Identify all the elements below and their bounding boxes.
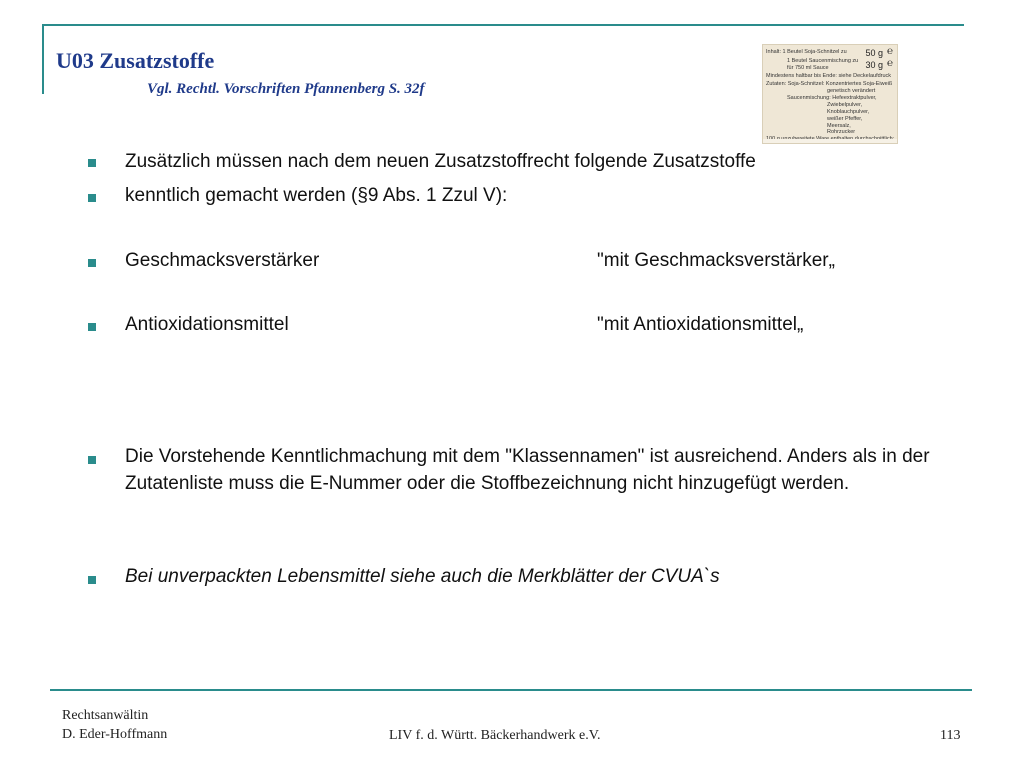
label-line: Mindestens haltbar bis Ende: siehe Deckelaufdruck <box>766 73 892 79</box>
bullet-icon <box>88 456 96 464</box>
estimated-sign-icon: ℮ <box>886 58 893 69</box>
bullet-text: Bei unverpackten Lebensmittel siehe auch die Merkblätter der CVUA`s <box>125 566 720 587</box>
bullet-text: Antioxidationsmittel <box>125 314 289 335</box>
slide-title: U03 Zusatzstoffe <box>56 48 215 73</box>
bullet-icon <box>88 576 96 584</box>
label-line: weißer Pfeffer, <box>827 116 863 122</box>
bullet-label-text: "mit Antioxidationsmittel„ <box>597 314 804 335</box>
footer-author-title: Rechtsanwältin <box>62 708 149 723</box>
bullet-icon <box>88 159 96 167</box>
footer-organization: LIV f. d. Württ. Bäckerhandwerk e.V. <box>389 728 601 743</box>
footer-rule <box>50 689 972 691</box>
bullet-text: Die Vorstehende Kenntlichmachung mit dem "Klassennamen" ist ausreichend. Anders als in der Zutatenliste muss die E-Nummer oder die Stoffbezeichnung nicht hinzugefügt werden. <box>125 446 930 494</box>
label-line: Rohrzucker <box>827 129 856 135</box>
label-line: für 750 ml Sauce <box>787 65 829 71</box>
slide-subtitle: Vgl. Rechtl. Vorschriften Pfannenberg S. 32f <box>147 81 425 97</box>
label-line: Saucenmischung: Hefeextraktpulver, <box>787 95 877 101</box>
product-label-image <box>762 44 898 144</box>
label-line: Inhalt: 1 Beutel Soja-Schnitzel zu <box>766 49 847 55</box>
bullet-icon <box>88 259 96 267</box>
label-line: Zwiebelpulver, <box>827 102 863 108</box>
label-weight: 30 g <box>865 60 883 70</box>
label-line: Meersalz, <box>827 123 851 129</box>
label-weight: 50 g <box>865 48 883 58</box>
bullet-icon <box>88 194 96 202</box>
page-number: 113 <box>940 728 961 743</box>
label-line: Knoblauchpulver, <box>827 109 870 115</box>
estimated-sign-icon: ℮ <box>886 46 893 57</box>
label-line: 1 Beutel Saucenmischung zu <box>787 58 859 64</box>
bullet-icon <box>88 323 96 331</box>
bullet-text: Geschmacksverstärker <box>125 250 320 271</box>
bullet-text: kenntlich gemacht werden (§9 Abs. 1 Zzul V): <box>125 185 508 206</box>
label-line: genetisch verändert <box>827 88 876 94</box>
top-rule <box>42 24 964 26</box>
bullet-label-text: "mit Geschmacksverstärker„ <box>597 250 835 271</box>
bullet-text: Zusätzlich müssen nach dem neuen Zusatzstoffrecht folgende Zusatzstoffe <box>125 151 756 172</box>
label-line: Zutaten: Soja-Schnitzel: Konzentriertes Soja-Eiweiß <box>766 81 893 87</box>
footer-author-name: D. Eder-Hoffmann <box>62 727 168 742</box>
left-rule <box>42 24 44 94</box>
